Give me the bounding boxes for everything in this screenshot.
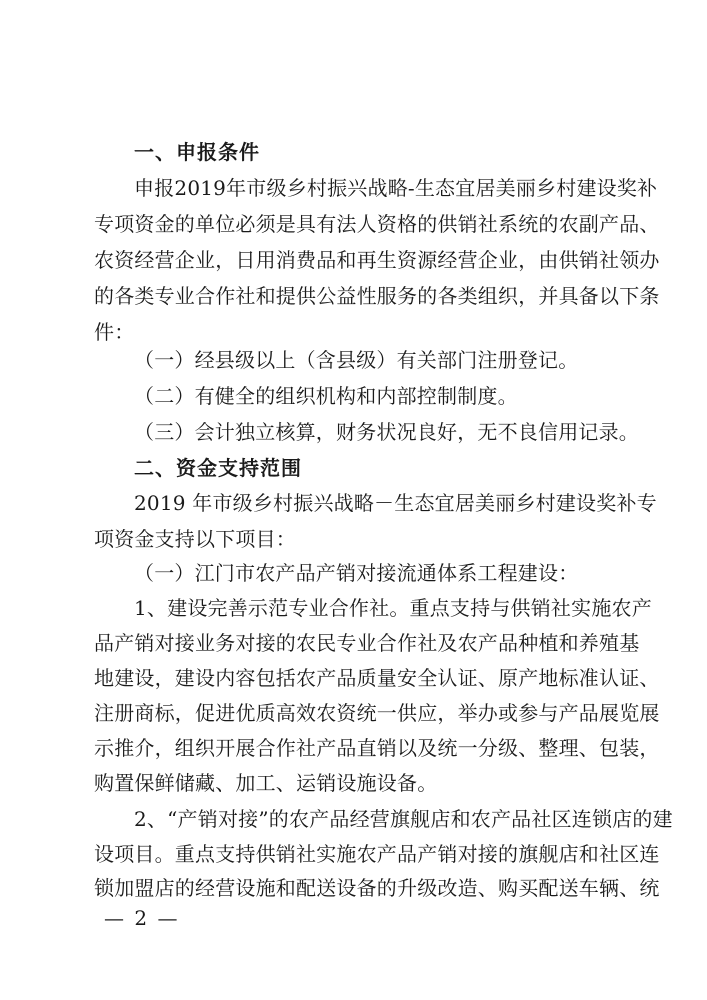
paragraph-line: 设项目。重点支持供销社实施农产品产销对接的旗舰店和社区连 [94, 842, 660, 866]
paragraph-line: 项资金支持以下项目： [94, 527, 296, 551]
condition-item-2: （二）有健全的组织机构和内部控制制度。 [134, 384, 518, 408]
paragraph-line: 示推介，组织开展合作社产品直销以及统一分级、整理、包装， [94, 736, 660, 760]
condition-item-3: （三）会计独立核算，财务状况良好，无不良信用记录。 [134, 420, 639, 444]
sub-heading: （一）江门市农产品产销对接流通体系工程建设： [134, 561, 579, 585]
paragraph-line: 2019 年市级乡村振兴战略－生态宜居美丽乡村建设奖补专 [134, 491, 657, 515]
paragraph-line: 1、建设完善示范专业合作社。重点支持与供销社实施农产 [134, 596, 652, 620]
paragraph-line: 农资经营企业，日用消费品和再生资源经营企业，由供销社领办 [94, 248, 660, 272]
page-number: — 2 — [104, 906, 180, 930]
paragraph-line: 专项资金的单位必须是具有法人资格的供销社系统的农副产品、 [94, 212, 660, 236]
section-heading-1: 一、申报条件 [134, 140, 260, 164]
paragraph-line: 件： [94, 320, 135, 344]
paragraph-line: 锁加盟店的经营设施和配送设备的升级改造、购买配送车辆、统 [94, 876, 660, 900]
section-heading-2: 二、资金支持范围 [134, 456, 302, 480]
paragraph-line: 2、“产销对接”的农产品经营旗舰店和农产品社区连锁店的建 [134, 807, 673, 831]
condition-item-1: （一）经县级以上（含县级）有关部门注册登记。 [134, 348, 579, 372]
paragraph-line: 申报2019年市级乡村振兴战略-生态宜居美丽乡村建设奖补 [134, 176, 658, 200]
paragraph-line: 地建设，建设内容包括农产品质量安全认证、原产地标准认证、 [94, 666, 660, 690]
paragraph-line: 购置保鲜储藏、加工、运销设施设备。 [94, 771, 438, 795]
paragraph-line: 注册商标，促进优质高效农资统一供应，举办或参与产品展览展 [94, 701, 660, 725]
paragraph-line: 品产销对接业务对接的农民专业合作社及农产品种植和养殖基 [94, 631, 640, 655]
paragraph-line: 的各类专业合作社和提供公益性服务的各类组织，并具备以下条 [94, 284, 660, 308]
